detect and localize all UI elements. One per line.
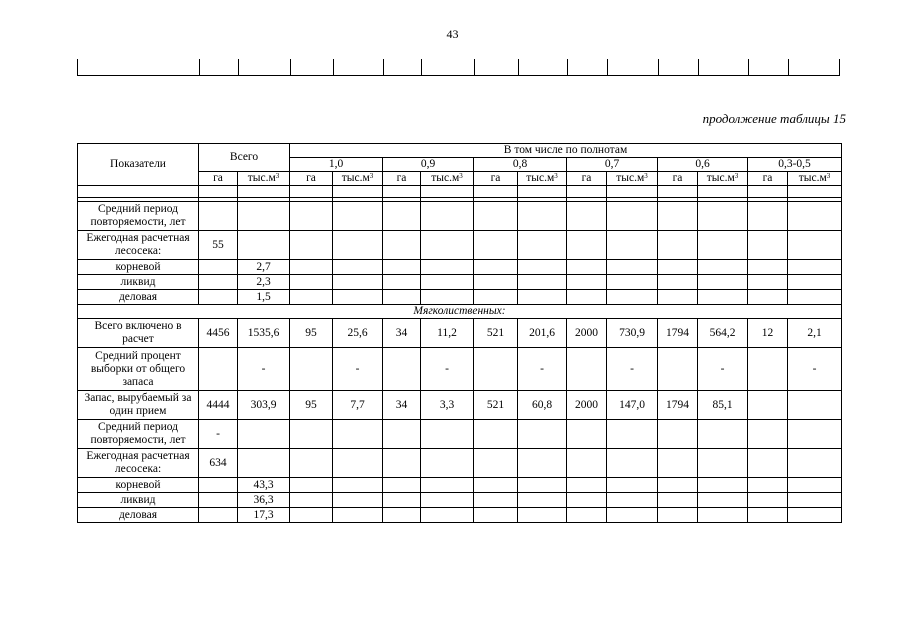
section-total-volume: 36,3 <box>238 493 290 508</box>
top-density-volume-0 <box>333 231 383 260</box>
top-density-ha-4 <box>658 231 698 260</box>
top-density-ha-1 <box>383 260 421 275</box>
section-total-volume: 303,9 <box>238 391 290 420</box>
section-density-ha-3 <box>567 449 607 478</box>
top-total-ha: 55 <box>199 231 238 260</box>
top-density-volume-2 <box>518 260 567 275</box>
section-density-volume-2 <box>518 478 567 493</box>
top-density-volume-4 <box>698 202 748 231</box>
section-density-volume-3 <box>607 508 658 523</box>
section-total-ha: 4444 <box>199 391 238 420</box>
empty-cell <box>748 186 788 198</box>
top-density-volume-5 <box>788 231 842 260</box>
section-density-volume-4: 85,1 <box>698 391 748 420</box>
top-density-volume-4 <box>698 260 748 275</box>
unit-superscript: 3 <box>554 172 558 180</box>
top-density-ha-1 <box>383 231 421 260</box>
top-density-ha-5 <box>748 290 788 305</box>
section-density-volume-2: 201,6 <box>518 319 567 348</box>
top-density-volume-5 <box>788 202 842 231</box>
top-density-ha-2 <box>474 231 518 260</box>
section-density-ha-3 <box>567 348 607 391</box>
top-density-volume-3 <box>607 290 658 305</box>
top-density-ha-2 <box>474 290 518 305</box>
blank-row <box>78 186 842 198</box>
top-density-volume-0 <box>333 202 383 231</box>
section-density-ha-0: 95 <box>290 319 333 348</box>
table-row <box>78 319 842 348</box>
top-total-ha <box>199 260 238 275</box>
page-number: 43 <box>446 27 459 41</box>
section-density-volume-5 <box>788 391 842 420</box>
section-density-ha-0 <box>290 493 333 508</box>
header-by-density: В том числе по полнотам <box>290 144 842 158</box>
top-total-volume <box>238 231 290 260</box>
section-total-ha <box>199 478 238 493</box>
empty-cell <box>290 186 333 198</box>
section-density-volume-4 <box>698 449 748 478</box>
section-density-ha-0 <box>290 478 333 493</box>
section-density-ha-0 <box>290 348 333 391</box>
table-row <box>78 449 842 478</box>
section-density-ha-2: 521 <box>474 319 518 348</box>
section-density-volume-1: 11,2 <box>421 319 474 348</box>
header-density-2: 0,8 <box>474 158 567 172</box>
section-density-volume-1 <box>421 493 474 508</box>
top-density-ha-3 <box>567 275 607 290</box>
section-density-volume-2: - <box>518 348 567 391</box>
section-density-volume-2 <box>518 493 567 508</box>
top-density-volume-4 <box>698 290 748 305</box>
header-unit-ha-6: га <box>748 172 788 186</box>
top-density-ha-3 <box>567 202 607 231</box>
section-density-volume-1 <box>421 478 474 493</box>
section-density-ha-0 <box>290 508 333 523</box>
section-total-ha <box>199 348 238 391</box>
section-density-ha-2 <box>474 449 518 478</box>
top-density-volume-0 <box>333 275 383 290</box>
section-density-ha-2 <box>474 478 518 493</box>
section-density-ha-1: 34 <box>383 319 421 348</box>
section-density-ha-3 <box>567 420 607 449</box>
empty-cell <box>421 186 474 198</box>
section-density-volume-1 <box>421 420 474 449</box>
section-density-ha-1 <box>383 478 421 493</box>
previous-table-stub <box>77 59 840 76</box>
section-density-ha-4 <box>658 478 698 493</box>
section-density-volume-4 <box>698 478 748 493</box>
top-density-volume-2 <box>518 290 567 305</box>
section-total-ha: - <box>199 420 238 449</box>
top-density-ha-0 <box>290 260 333 275</box>
unit-superscript: 3 <box>275 172 280 180</box>
section-density-volume-3: - <box>607 348 658 391</box>
section-row-label: Средний процент выборки от общего запаса <box>78 348 199 391</box>
section-density-ha-2 <box>474 508 518 523</box>
section-density-volume-4: - <box>698 348 748 391</box>
header-unit-volume-4: $тыс.м^3$ <box>607 172 658 186</box>
section-density-volume-0: - <box>333 348 383 391</box>
empty-cell <box>238 186 290 198</box>
top-row-label: Средний период повторяемости, лет <box>78 202 199 231</box>
section-row-label: Запас, вырубаемый за один прием <box>78 391 199 420</box>
section-row-label: Ежегодная расчетная лесосека: <box>78 449 199 478</box>
section-density-ha-3: 2000 <box>567 319 607 348</box>
top-total-ha <box>199 202 238 231</box>
section-density-volume-0: 7,7 <box>333 391 383 420</box>
table-row <box>78 290 842 305</box>
section-density-volume-5 <box>788 420 842 449</box>
section-density-volume-3 <box>607 478 658 493</box>
empty-cell <box>383 186 421 198</box>
top-density-volume-5 <box>788 275 842 290</box>
top-density-volume-5 <box>788 290 842 305</box>
section-density-volume-3: 730,9 <box>607 319 658 348</box>
section-row-label: Средний период повторяемости, лет <box>78 420 199 449</box>
section-density-volume-0 <box>333 493 383 508</box>
section-density-volume-1 <box>421 449 474 478</box>
section-density-ha-4 <box>658 493 698 508</box>
section-density-volume-5: - <box>788 348 842 391</box>
section-total-ha: 634 <box>199 449 238 478</box>
section-density-ha-3: 2000 <box>567 391 607 420</box>
top-density-volume-2 <box>518 275 567 290</box>
section-total-ha <box>199 493 238 508</box>
data-table <box>77 143 842 523</box>
header-density-1: 0,9 <box>383 158 474 172</box>
empty-cell <box>698 186 748 198</box>
section-density-ha-1 <box>383 449 421 478</box>
section-density-ha-5 <box>748 391 788 420</box>
empty-cell <box>567 186 607 198</box>
top-total-volume: 2,3 <box>238 275 290 290</box>
table-row <box>78 348 842 391</box>
section-total-volume: 1535,6 <box>238 319 290 348</box>
top-density-volume-1 <box>421 202 474 231</box>
top-density-ha-5 <box>748 260 788 275</box>
top-total-ha <box>199 275 238 290</box>
section-density-volume-1 <box>421 508 474 523</box>
section-density-volume-0 <box>333 420 383 449</box>
section-density-volume-0 <box>333 449 383 478</box>
section-density-ha-4 <box>658 449 698 478</box>
section-density-ha-1 <box>383 508 421 523</box>
empty-cell <box>788 186 842 198</box>
header-unit-volume-2: $тыс.м^3$ <box>421 172 474 186</box>
section-density-ha-3 <box>567 508 607 523</box>
top-density-volume-0 <box>333 260 383 275</box>
section-density-volume-4 <box>698 420 748 449</box>
top-total-volume: 1,5 <box>238 290 290 305</box>
empty-cell <box>474 186 518 198</box>
section-density-volume-3 <box>607 449 658 478</box>
section-total-ha <box>199 508 238 523</box>
section-density-ha-2 <box>474 348 518 391</box>
section-row-label: Всего включено в расчет <box>78 319 199 348</box>
top-total-volume <box>238 202 290 231</box>
table-row <box>78 202 842 231</box>
section-density-ha-5 <box>748 478 788 493</box>
section-density-ha-4 <box>658 348 698 391</box>
top-row-label: ликвид <box>78 275 199 290</box>
empty-cell <box>518 186 567 198</box>
section-density-ha-2 <box>474 420 518 449</box>
header-unit-ha-0: га <box>199 172 238 186</box>
section-density-ha-5 <box>748 420 788 449</box>
top-density-ha-2 <box>474 275 518 290</box>
header-density-0: 1,0 <box>290 158 383 172</box>
table-continuation-note: продолжение таблицы 15 <box>702 111 846 126</box>
top-density-ha-1 <box>383 290 421 305</box>
section-density-volume-5: 2,1 <box>788 319 842 348</box>
empty-cell <box>658 186 698 198</box>
top-density-volume-0 <box>333 290 383 305</box>
header-indicators: Показатели <box>78 144 199 186</box>
section-row-label: корневой <box>78 478 199 493</box>
header-unit-ha-3: га <box>474 172 518 186</box>
section-density-ha-5: 12 <box>748 319 788 348</box>
header-unit-volume-6: $тыс.м^3$ <box>788 172 842 186</box>
top-density-volume-1 <box>421 275 474 290</box>
section-density-volume-5 <box>788 449 842 478</box>
header-unit-volume-5: $тыс.м^3$ <box>698 172 748 186</box>
section-row <box>78 305 842 319</box>
section-row-label: деловая <box>78 508 199 523</box>
header-density-5: 0,3-0,5 <box>748 158 842 172</box>
top-density-volume-3 <box>607 231 658 260</box>
top-total-ha <box>199 290 238 305</box>
top-density-ha-4 <box>658 260 698 275</box>
top-density-volume-4 <box>698 231 748 260</box>
section-density-volume-4 <box>698 493 748 508</box>
top-density-ha-3 <box>567 231 607 260</box>
section-density-volume-2: 60,8 <box>518 391 567 420</box>
section-total-volume <box>238 449 290 478</box>
top-density-ha-2 <box>474 260 518 275</box>
section-density-ha-5 <box>748 449 788 478</box>
section-density-ha-4 <box>658 508 698 523</box>
section-density-ha-4 <box>658 420 698 449</box>
top-density-volume-5 <box>788 260 842 275</box>
top-density-ha-0 <box>290 202 333 231</box>
table-row <box>78 420 842 449</box>
section-density-volume-4: 564,2 <box>698 319 748 348</box>
top-density-ha-3 <box>567 260 607 275</box>
header-density-4: 0,6 <box>658 158 748 172</box>
empty-cell <box>333 186 383 198</box>
section-density-ha-3 <box>567 493 607 508</box>
section-density-volume-2 <box>518 508 567 523</box>
section-total-volume: 43,3 <box>238 478 290 493</box>
table-row <box>78 275 842 290</box>
section-density-ha-5 <box>748 508 788 523</box>
section-density-ha-0 <box>290 449 333 478</box>
unit-superscript: 3 <box>644 172 648 180</box>
header-unit-ha-1: га <box>290 172 333 186</box>
top-density-volume-1 <box>421 290 474 305</box>
section-density-ha-0: 95 <box>290 391 333 420</box>
top-row-label: Ежегодная расчетная лесосека: <box>78 231 199 260</box>
section-density-ha-1: 34 <box>383 391 421 420</box>
section-density-volume-2 <box>518 449 567 478</box>
section-density-ha-5 <box>748 493 788 508</box>
top-density-volume-1 <box>421 231 474 260</box>
section-density-ha-3 <box>567 478 607 493</box>
top-density-volume-2 <box>518 202 567 231</box>
section-density-volume-5 <box>788 508 842 523</box>
section-density-volume-0 <box>333 508 383 523</box>
section-density-ha-1 <box>383 420 421 449</box>
unit-superscript: 3 <box>734 172 739 180</box>
section-density-ha-4: 1794 <box>658 319 698 348</box>
top-density-ha-5 <box>748 202 788 231</box>
table-row <box>78 391 842 420</box>
section-total-volume: 17,3 <box>238 508 290 523</box>
top-row-label: деловая <box>78 290 199 305</box>
unit-superscript: 3 <box>459 172 463 180</box>
section-total-volume <box>238 420 290 449</box>
empty-cell <box>199 186 238 198</box>
section-density-volume-5 <box>788 493 842 508</box>
section-density-volume-3: 147,0 <box>607 391 658 420</box>
table-row <box>78 493 842 508</box>
top-density-ha-5 <box>748 275 788 290</box>
top-density-ha-0 <box>290 231 333 260</box>
header-unit-volume-0: $тыс.м^3$ <box>238 172 290 186</box>
section-density-ha-1 <box>383 493 421 508</box>
section-density-ha-2: 521 <box>474 391 518 420</box>
header-unit-volume-3: $тыс.м^3$ <box>518 172 567 186</box>
unit-superscript: 3 <box>826 172 831 180</box>
section-density-volume-5 <box>788 478 842 493</box>
top-density-ha-4 <box>658 290 698 305</box>
top-density-ha-4 <box>658 202 698 231</box>
header-unit-ha-2: га <box>383 172 421 186</box>
section-density-ha-0 <box>290 420 333 449</box>
unit-superscript: 3 <box>369 172 374 180</box>
section-density-volume-0 <box>333 478 383 493</box>
section-density-volume-3 <box>607 420 658 449</box>
section-title: Мягколиственных: <box>78 305 842 319</box>
section-density-ha-4: 1794 <box>658 391 698 420</box>
top-density-ha-4 <box>658 275 698 290</box>
empty-cell <box>78 186 199 198</box>
header-unit-ha-4: га <box>567 172 607 186</box>
top-density-volume-3 <box>607 202 658 231</box>
section-density-volume-3 <box>607 493 658 508</box>
top-row-label: корневой <box>78 260 199 275</box>
top-density-volume-3 <box>607 260 658 275</box>
section-density-volume-1: - <box>421 348 474 391</box>
section-density-volume-2 <box>518 420 567 449</box>
top-density-ha-0 <box>290 290 333 305</box>
top-density-volume-1 <box>421 260 474 275</box>
header-unit-ha-5: га <box>658 172 698 186</box>
section-total-volume: - <box>238 348 290 391</box>
header-unit-volume-1: $тыс.м^3$ <box>333 172 383 186</box>
table-row <box>78 508 842 523</box>
section-density-volume-4 <box>698 508 748 523</box>
top-density-ha-2 <box>474 202 518 231</box>
section-density-ha-5 <box>748 348 788 391</box>
empty-cell <box>607 186 658 198</box>
header-total: Всего <box>199 144 290 172</box>
table-row <box>78 478 842 493</box>
header-density-3: 0,7 <box>567 158 658 172</box>
section-row-label: ликвид <box>78 493 199 508</box>
top-density-volume-3 <box>607 275 658 290</box>
top-density-volume-4 <box>698 275 748 290</box>
top-density-volume-2 <box>518 231 567 260</box>
top-density-ha-1 <box>383 202 421 231</box>
table-row <box>78 260 842 275</box>
section-density-volume-1: 3,3 <box>421 391 474 420</box>
top-density-ha-1 <box>383 275 421 290</box>
top-total-volume: 2,7 <box>238 260 290 275</box>
section-density-ha-2 <box>474 493 518 508</box>
top-density-ha-3 <box>567 290 607 305</box>
table-row <box>78 231 842 260</box>
top-density-ha-5 <box>748 231 788 260</box>
top-density-ha-0 <box>290 275 333 290</box>
section-density-ha-1 <box>383 348 421 391</box>
section-density-volume-0: 25,6 <box>333 319 383 348</box>
section-total-ha: 4456 <box>199 319 238 348</box>
